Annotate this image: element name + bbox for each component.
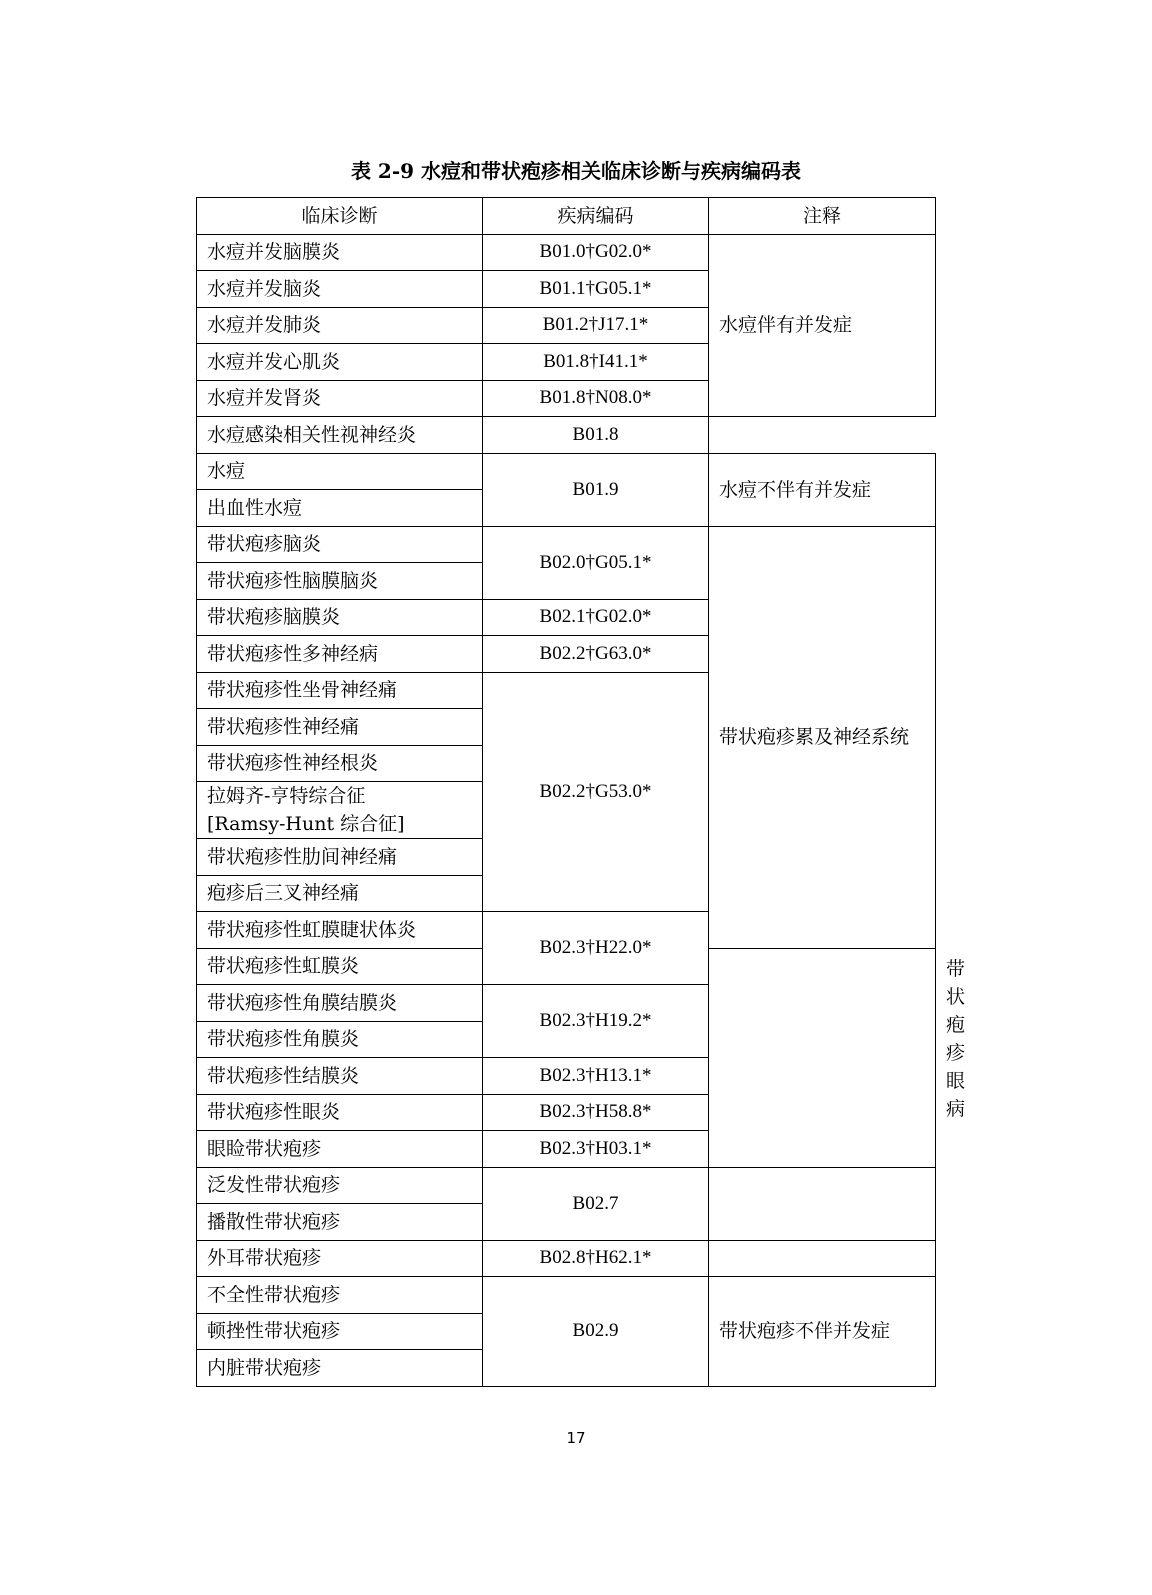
- page-number: 17: [566, 1429, 586, 1447]
- diagnosis-cell: 水痘并发脑炎: [197, 271, 483, 308]
- code-cell: B02.2†G53.0*: [483, 672, 709, 912]
- table-row: [197, 1058, 936, 1095]
- table-row: [197, 417, 936, 454]
- diagnosis-cell: 播散性带状疱疹: [197, 1204, 483, 1241]
- diagnosis-cell: 顿挫性带状疱疹: [197, 1313, 483, 1350]
- code-cell: B02.1†G02.0*: [483, 599, 709, 636]
- code-cell: B01.8†N08.0*: [483, 380, 709, 417]
- diagnosis-cell: 带状疱疹性神经痛: [197, 709, 483, 746]
- diagnosis-cell: 带状疱疹性角膜炎: [197, 1021, 483, 1058]
- code-cell: B02.9: [483, 1277, 709, 1387]
- diagnosis-cell: 水痘并发脑膜炎: [197, 234, 483, 271]
- diagnosis-cell: 带状疱疹性坐骨神经痛: [197, 672, 483, 709]
- diagnosis-cell: 带状疱疹性角膜结膜炎: [197, 985, 483, 1022]
- diagnosis-cell: 带状疱疹脑炎: [197, 526, 483, 563]
- code-cell: B02.7: [483, 1167, 709, 1240]
- diagnosis-line-1: 拉姆齐-亨特综合征: [207, 785, 366, 807]
- diagnosis-cell: 眼睑带状疱疹: [197, 1131, 483, 1168]
- header-diagnosis: 临床诊断: [197, 198, 483, 235]
- diagnosis-cell: 带状疱疹性结膜炎: [197, 1058, 483, 1095]
- note-cell: 带状疱疹累及神经系统: [709, 526, 936, 948]
- table-header-row: [197, 198, 936, 235]
- code-cell: B02.2†G63.0*: [483, 636, 709, 673]
- table-title: 表 2-9 水痘和带状疱疹相关临床诊断与疾病编码表: [350, 159, 802, 183]
- code-cell: B01.1†G05.1*: [483, 271, 709, 308]
- diagnosis-cell: 水痘感染相关性视神经炎: [197, 417, 483, 454]
- table-row: [197, 1094, 936, 1131]
- diagnosis-cell: 带状疱疹性脑膜脑炎: [197, 563, 483, 600]
- diagnosis-cell: 带状疱疹性虹膜炎: [197, 948, 483, 985]
- code-cell: B02.3†H03.1*: [483, 1131, 709, 1168]
- diagnosis-cell: 水痘并发心肌炎: [197, 344, 483, 381]
- table-row: 带状疱疹性虹膜睫状体炎 B02.3†H22.0* 带状疱疹眼病: [197, 912, 936, 949]
- diagnosis-cell: 外耳带状疱疹: [197, 1240, 483, 1277]
- code-cell: B02.8†H62.1*: [483, 1240, 709, 1277]
- table-row: [197, 1277, 936, 1314]
- note-cell: 带状疱疹不伴并发症: [709, 1277, 936, 1387]
- table-row: [197, 234, 936, 271]
- header-note: 注释: [709, 198, 936, 235]
- note-cell-empty: [709, 1240, 936, 1277]
- code-cell: B02.3†H58.8*: [483, 1094, 709, 1131]
- code-cell: B01.2†J17.1*: [483, 307, 709, 344]
- diagnosis-cell: 内脏带状疱疹: [197, 1350, 483, 1387]
- note-cell: 水痘伴有并发症: [709, 234, 936, 417]
- table-row: [197, 1167, 936, 1204]
- diagnosis-cell: 疱疹后三叉神经痛: [197, 875, 483, 912]
- diagnosis-cell: 带状疱疹性多神经病: [197, 636, 483, 673]
- diagnosis-cell: 水痘: [197, 453, 483, 490]
- code-cell: B01.8: [483, 417, 709, 454]
- code-cell: B01.0†G02.0*: [483, 234, 709, 271]
- table-row: [197, 526, 936, 563]
- code-cell: B02.3†H19.2*: [483, 985, 709, 1058]
- diagnosis-cell: 水痘并发肺炎: [197, 307, 483, 344]
- code-cell: B02.0†G05.1*: [483, 526, 709, 599]
- table-row: [197, 985, 936, 1022]
- table-row: [197, 1240, 936, 1277]
- diagnosis-cell: 带状疱疹性虹膜睫状体炎: [197, 912, 483, 949]
- diagnosis-line-2: [Ramsy-Hunt 综合征]: [207, 813, 405, 835]
- diagnosis-cell: 水痘并发肾炎: [197, 380, 483, 417]
- diagnosis-cell: 带状疱疹脑膜炎: [197, 599, 483, 636]
- diagnosis-cell: [197, 782, 483, 839]
- diagnosis-code-table: [196, 197, 966, 1387]
- header-code: 疾病编码: [483, 198, 709, 235]
- note-cell: 水痘不伴有并发症: [709, 453, 936, 526]
- code-cell: B01.8†I41.1*: [483, 344, 709, 381]
- diagnosis-cell: 不全性带状疱疹: [197, 1277, 483, 1314]
- table-row: [197, 1131, 936, 1168]
- code-cell: B02.3†H13.1*: [483, 1058, 709, 1095]
- diagnosis-cell: 带状疱疹性神经根炎: [197, 745, 483, 782]
- diagnosis-cell: 泛发性带状疱疹: [197, 1167, 483, 1204]
- diagnosis-cell: 带状疱疹性肋间神经痛: [197, 839, 483, 876]
- code-cell: B02.3†H22.0*: [483, 912, 709, 985]
- diagnosis-cell: 出血性水痘: [197, 490, 483, 527]
- table-row: [197, 453, 936, 490]
- diagnosis-cell: 带状疱疹性眼炎: [197, 1094, 483, 1131]
- note-cell-empty: [709, 1167, 936, 1240]
- code-cell: B01.9: [483, 453, 709, 526]
